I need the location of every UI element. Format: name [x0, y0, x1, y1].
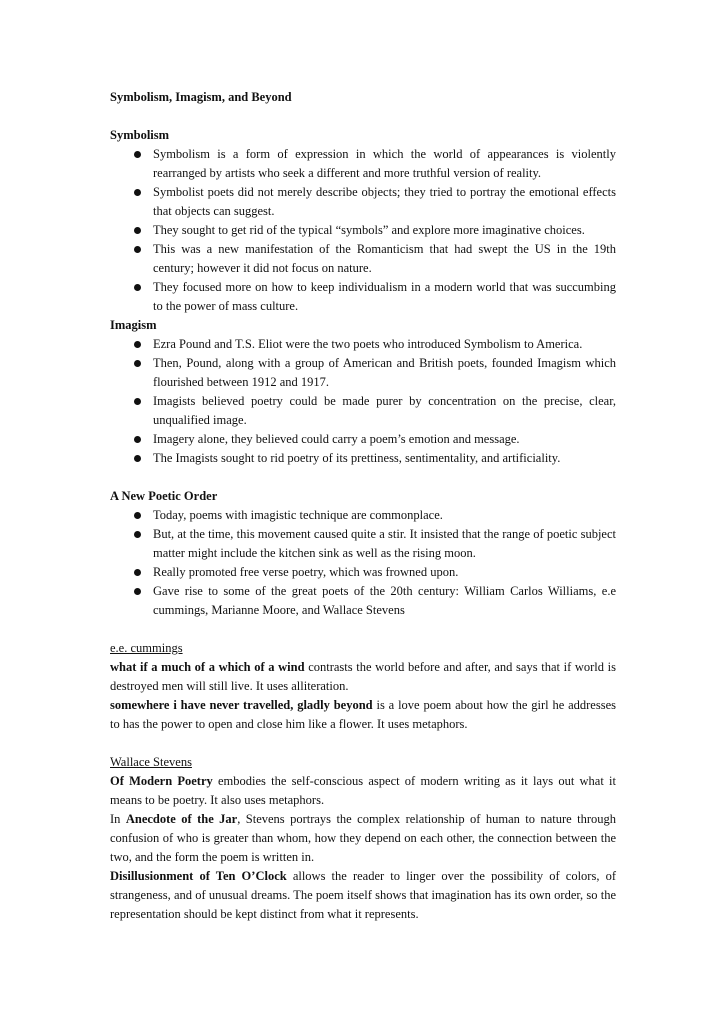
poem-description: In Anecdote of the Jar, Stevens portrays the complex relationship of human to nature through confusion of who is greater than whom, how they depend on each other, the connection between the two, and the form the poem is written in. — [110, 812, 616, 864]
bullet-icon — [134, 360, 141, 367]
bullet-icon — [134, 569, 141, 576]
bullet-icon — [134, 341, 141, 348]
bullet-icon — [134, 151, 141, 158]
list-item: Imagery alone, they believed could carry a poem’s emotion and message. — [110, 430, 616, 449]
list-item: The Imagists sought to rid poetry of its prettiness, sentimentality, and artificiality. — [110, 449, 616, 468]
poem-description: Of Modern Poetry embodies the self-conscious aspect of modern writing as it lays out what it means to be poetry. It also uses metaphors. — [110, 774, 616, 807]
list-item: Really promoted free verse poetry, which was frowned upon. — [110, 563, 616, 582]
poem-description: Disillusionment of Ten O’Clock allows the reader to linger over the possibility of colors, of strangeness, and of unusual dreams. The poem itself shows that imagination has its own order, so the representation should be kept distinct from what it represents. — [110, 869, 616, 921]
symbolism-list — [110, 145, 616, 316]
new-poetic-order-list — [110, 506, 616, 620]
list-item: Symbolist poets did not merely describe objects; they tried to portray the emotional effects that objects can suggest. — [110, 183, 616, 221]
bullet-icon — [134, 398, 141, 405]
poem-title: what if a much of a which of a wind — [110, 660, 305, 674]
bullet-icon — [134, 284, 141, 291]
list-item: Gave rise to some of the great poets of the 20th century: William Carlos Williams, e.e cummings, Marianne Moore, and Wallace Stevens — [110, 582, 616, 620]
poem-title: Disillusionment of Ten O’Clock — [110, 869, 287, 883]
list-item: Symbolism is a form of expression in which the world of appearances is violently rearranged by artists who seek a different and more truthful version of reality. — [110, 145, 616, 183]
bullet-icon — [134, 588, 141, 595]
bullet-icon — [134, 512, 141, 519]
document-body — [110, 88, 616, 924]
section-heading-new-poetic-order: A New Poetic Order — [110, 489, 218, 503]
poem-description: somewhere i have never travelled, gladly beyond is a love poem about how the girl he addresses to has the power to open and close him like a flower. It uses metaphors. — [110, 698, 616, 731]
list-item: Then, Pound, along with a group of American and British poets, founded Imagism which flourished between 1912 and 1917. — [110, 354, 616, 392]
list-item: They sought to get rid of the typical “symbols” and explore more imaginative choices. — [110, 221, 616, 240]
list-item: Ezra Pound and T.S. Eliot were the two poets who introduced Symbolism to America. — [110, 335, 616, 354]
bullet-icon — [134, 227, 141, 234]
author-heading-cummings: e.e. cummings — [110, 641, 183, 655]
list-item: They focused more on how to keep individualism in a modern world that was succumbing to the power of mass culture. — [110, 278, 616, 316]
list-item: Today, poems with imagistic technique are commonplace. — [110, 506, 616, 525]
imagism-list — [110, 335, 616, 468]
section-heading-imagism: Imagism — [110, 318, 157, 332]
list-item: Imagists believed poetry could be made purer by concentration on the precise, clear, unqualified image. — [110, 392, 616, 430]
document-title: Symbolism, Imagism, and Beyond — [110, 90, 292, 104]
poem-description: what if a much of a which of a wind contrasts the world before and after, and says that if world is destroyed men will still live. It uses alliteration. — [110, 660, 617, 693]
bullet-icon — [134, 246, 141, 253]
section-heading-symbolism: Symbolism — [110, 128, 170, 142]
bullet-icon — [134, 531, 141, 538]
bullet-icon — [134, 189, 141, 196]
poem-title: Of Modern Poetry — [110, 774, 213, 788]
poem-title: Anecdote of the Jar — [125, 812, 238, 826]
list-item: But, at the time, this movement caused quite a stir. It insisted that the range of poetic subject matter might include the kitchen sink as well as the rising moon. — [110, 525, 616, 563]
list-item: This was a new manifestation of the Romanticism that had swept the US in the 19th century; however it did not focus on nature. — [110, 240, 616, 278]
poem-title: somewhere i have never travelled, gladly beyond — [110, 698, 373, 712]
author-heading-stevens: Wallace Stevens — [110, 755, 192, 769]
bullet-icon — [134, 455, 141, 462]
bullet-icon — [134, 436, 141, 443]
